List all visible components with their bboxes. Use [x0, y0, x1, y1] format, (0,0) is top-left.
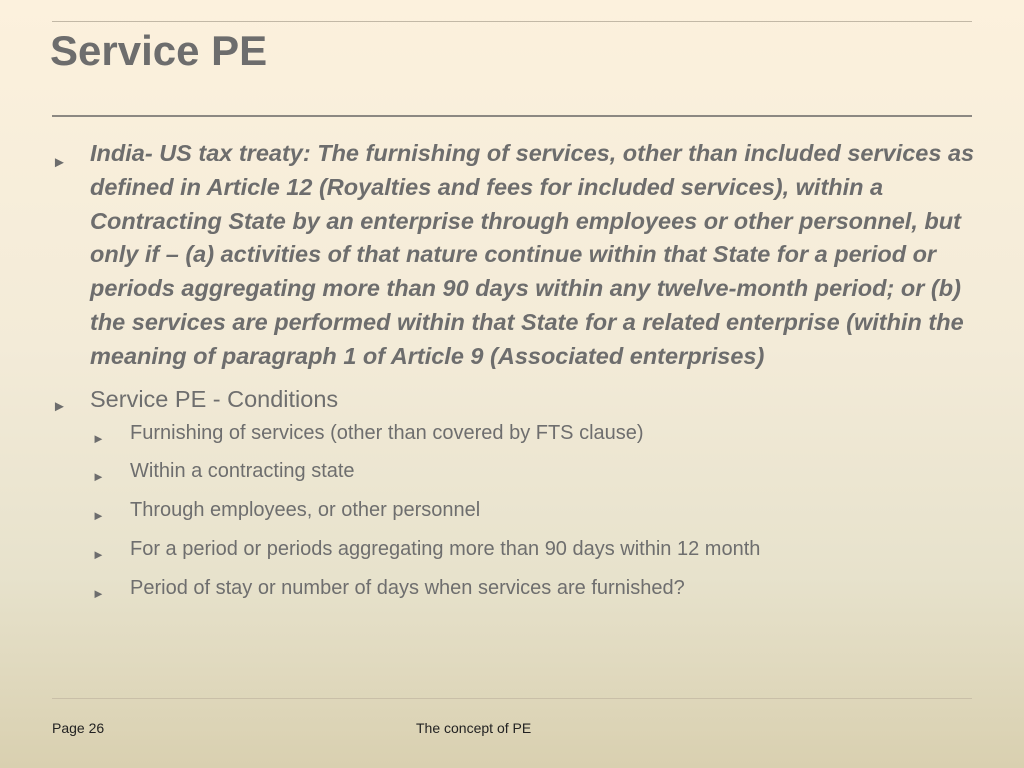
condition-item	[92, 420, 982, 459]
condition-text: Through employees, or other personnel	[130, 499, 481, 522]
condition-item	[92, 536, 982, 575]
footer-title: The concept of PE	[416, 720, 532, 736]
condition-text: Furnishing of services (other than covered by FTS clause)	[130, 421, 644, 444]
slide-content	[52, 137, 982, 614]
condition-item	[92, 575, 982, 614]
conditions-heading: Service PE - Conditions	[90, 385, 339, 412]
condition-text: For a period or periods aggregating more than 90 days within 12 month	[130, 537, 761, 560]
conditions-list	[52, 420, 982, 614]
treaty-text: India- US tax treaty: The furnishing of services, other than included services as defined in Article 12 (Royalties and fees for included services), within a Contracting State by an enterprise through employees or other personnel, but only if – (a) activities of that nature continue within that State for a period or periods aggregating more than 90 days within any twelve-month period; or (b) the services are performed within that State for a related enterprise (within the meaning of paragraph 1 of Article 9 (Associated enterprises)	[90, 140, 975, 369]
top-divider	[52, 21, 972, 22]
bullet-arrow-icon: ►	[92, 585, 105, 601]
bullet-arrow-icon: ►	[92, 508, 105, 524]
page-number: Page 26	[52, 720, 105, 736]
condition-item	[92, 497, 982, 536]
bullet-arrow-icon: ►	[92, 430, 105, 446]
treaty-bullet	[52, 137, 982, 374]
bullet-arrow-icon: ►	[92, 469, 105, 485]
bullet-arrow-icon: ►	[92, 546, 105, 562]
slide-title: Service PE	[50, 27, 268, 74]
condition-item	[92, 458, 982, 497]
bullet-arrow-icon: ►	[52, 154, 67, 171]
bullet-arrow-icon: ►	[52, 397, 67, 415]
condition-text: Within a contracting state	[130, 460, 355, 483]
conditions-bullet	[52, 384, 982, 414]
footer-divider	[52, 698, 972, 699]
title-divider	[52, 115, 972, 117]
condition-text: Period of stay or number of days when services are furnished?	[130, 576, 685, 599]
